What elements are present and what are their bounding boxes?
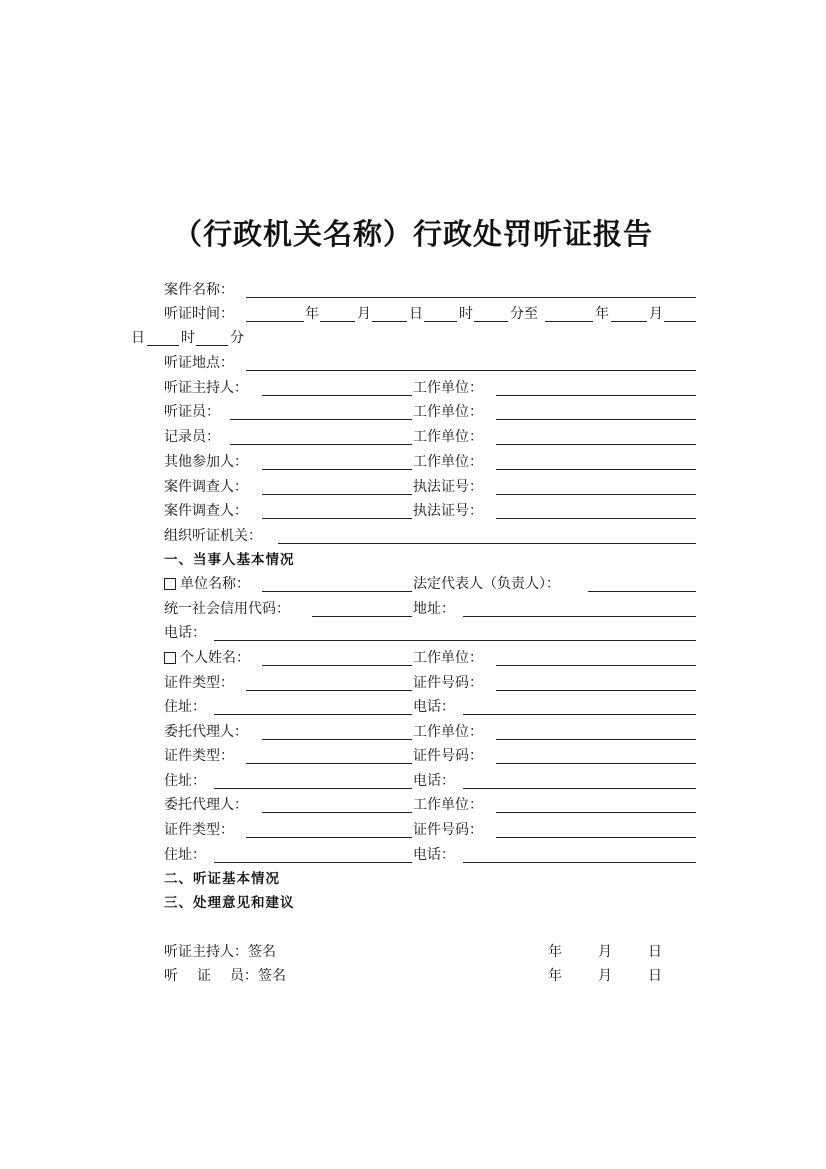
residence-field[interactable] <box>214 788 412 789</box>
end-day-field[interactable] <box>664 321 696 322</box>
host-row <box>164 376 696 400</box>
recorder-label: 记录员： <box>164 429 220 445</box>
credit-code-row <box>164 597 696 621</box>
id-type-field[interactable] <box>246 690 412 691</box>
end-year-unit: 年 <box>595 306 609 322</box>
host-sign-month: 月 <box>598 944 612 960</box>
host-sign-day: 日 <box>648 944 662 960</box>
phone-label: 电话： <box>413 699 455 715</box>
agent-label: 委托代理人： <box>164 797 248 813</box>
phone-field[interactable] <box>463 862 696 863</box>
agent-field[interactable] <box>262 812 412 813</box>
enforcement-id-label: 执法证号： <box>413 479 483 495</box>
enforcement-id-field[interactable] <box>496 518 696 519</box>
person-id-row <box>164 671 696 695</box>
section-hearing-title: 二、听证基本情况 <box>164 871 280 887</box>
officer-row <box>164 400 696 424</box>
phone-label: 电话： <box>413 847 455 863</box>
other-participant-work-unit-label: 工作单位： <box>413 454 483 470</box>
officer-signature-char-1: 听 <box>164 968 178 984</box>
agent-row-1 <box>164 720 696 744</box>
page-title: （行政机关名称）行政处罚听证报告 <box>172 217 653 251</box>
hearing-place-field[interactable] <box>246 370 696 371</box>
person-checkbox[interactable] <box>164 652 176 664</box>
section-hearing-heading <box>164 867 696 891</box>
officer-signature-row <box>164 964 696 988</box>
phone-field[interactable] <box>463 714 696 715</box>
section-party-heading <box>164 548 696 572</box>
phone-field[interactable] <box>463 788 696 789</box>
agent-row-2 <box>164 793 696 817</box>
hearing-place-row <box>164 351 696 375</box>
end-hour-field[interactable] <box>147 345 179 346</box>
investigator-label: 案件调查人： <box>164 503 248 519</box>
phone-label: 电话： <box>413 773 455 789</box>
recorder-work-unit-field[interactable] <box>496 444 696 445</box>
organizer-row <box>164 524 696 548</box>
agent-work-unit-field[interactable] <box>496 812 696 813</box>
id-type-label: 证件类型： <box>164 748 234 764</box>
hearing-place-label: 听证地点： <box>164 355 234 371</box>
agent-work-unit-label: 工作单位： <box>413 724 483 740</box>
residence-label: 住址： <box>164 699 206 715</box>
officer-label: 听证员： <box>164 404 220 420</box>
person-work-unit-field[interactable] <box>496 665 696 666</box>
agent-residence-row-2 <box>164 843 696 867</box>
other-participant-field[interactable] <box>262 469 412 470</box>
other-participant-row <box>164 450 696 474</box>
id-type-label: 证件类型： <box>164 675 234 691</box>
id-number-label: 证件号码： <box>413 675 483 691</box>
id-number-label: 证件号码： <box>413 822 483 838</box>
hearing-time-row <box>164 302 696 326</box>
organizer-label: 组织听证机关： <box>164 528 262 544</box>
recorder-row <box>164 425 696 449</box>
agent-residence-row-1 <box>164 769 696 793</box>
agent-field[interactable] <box>262 739 412 740</box>
residence-label: 住址： <box>164 773 206 789</box>
start-day-field[interactable] <box>372 321 407 322</box>
other-participant-work-unit-field[interactable] <box>496 469 696 470</box>
investigator-row-1 <box>164 475 696 499</box>
officer-signature-char-2: 证 <box>197 968 211 984</box>
person-residence-row <box>164 695 696 719</box>
officer-work-unit-label: 工作单位： <box>413 404 483 420</box>
residence-field[interactable] <box>214 714 412 715</box>
id-number-field[interactable] <box>496 763 696 764</box>
officer-sign-day: 日 <box>648 968 662 984</box>
host-field[interactable] <box>262 395 412 396</box>
unit-phone-field[interactable] <box>214 640 696 641</box>
start-month-field[interactable] <box>320 321 355 322</box>
host-signature-label: 听证主持人：签名 <box>164 944 276 960</box>
case-name-field[interactable] <box>246 297 696 298</box>
case-name-label: 案件名称： <box>164 282 234 298</box>
unit-name-label: 单位名称： <box>180 576 250 592</box>
hearing-time-row-2 <box>131 326 271 350</box>
host-signature-row <box>164 940 696 964</box>
enforcement-id-field[interactable] <box>496 494 696 495</box>
recorder-work-unit-label: 工作单位： <box>413 429 483 445</box>
start-hour-field[interactable] <box>424 321 457 322</box>
section-opinion-heading <box>164 891 696 915</box>
unit-address-field[interactable] <box>463 616 696 617</box>
legal-rep-field[interactable] <box>588 591 696 592</box>
officer-sign-month: 月 <box>598 968 612 984</box>
case-name-row <box>164 278 696 302</box>
start-year-unit: 年 <box>305 306 319 322</box>
section-party-title: 一、当事人基本情况 <box>164 552 295 568</box>
investigator-field[interactable] <box>262 518 412 519</box>
end-month-field[interactable] <box>611 321 647 322</box>
agent-work-unit-field[interactable] <box>496 739 696 740</box>
enforcement-id-label: 执法证号： <box>413 503 483 519</box>
start-year-field[interactable] <box>246 321 304 322</box>
start-month-unit: 月 <box>357 306 371 322</box>
end-day-unit: 日 <box>131 330 145 346</box>
host-sign-year: 年 <box>548 944 562 960</box>
start-hour-unit: 时 <box>459 306 473 322</box>
id-type-field[interactable] <box>246 837 412 838</box>
organizer-field[interactable] <box>278 543 696 544</box>
legal-rep-label: 法定代表人（负责人）： <box>413 576 560 592</box>
person-name-field[interactable] <box>262 665 412 666</box>
agent-id-row-1 <box>164 744 696 768</box>
end-year-field[interactable] <box>545 321 593 322</box>
officer-signature-label: 员：签名 <box>230 968 286 984</box>
credit-code-field[interactable] <box>312 616 412 617</box>
end-minute-field[interactable] <box>196 345 228 346</box>
agent-label: 委托代理人： <box>164 724 248 740</box>
id-number-field[interactable] <box>496 690 696 691</box>
person-work-unit-label: 工作单位： <box>413 650 483 666</box>
id-number-label: 证件号码： <box>413 748 483 764</box>
host-work-unit-label: 工作单位： <box>413 380 483 396</box>
unit-checkbox[interactable] <box>164 578 176 590</box>
host-work-unit-field[interactable] <box>496 395 696 396</box>
credit-code-label: 统一社会信用代码： <box>164 601 290 617</box>
officer-field[interactable] <box>230 419 412 420</box>
investigator-field[interactable] <box>262 494 412 495</box>
unit-name-field[interactable] <box>262 591 412 592</box>
unit-phone-row <box>164 621 696 645</box>
end-minute-unit: 分 <box>230 330 244 346</box>
officer-sign-year: 年 <box>548 968 562 984</box>
investigator-row-2 <box>164 499 696 523</box>
id-type-label: 证件类型： <box>164 822 234 838</box>
unit-phone-label: 电话： <box>164 625 206 641</box>
start-minute-to: 分至 <box>510 306 538 322</box>
agent-work-unit-label: 工作单位： <box>413 797 483 813</box>
residence-label: 住址： <box>164 847 206 863</box>
officer-work-unit-field[interactable] <box>496 419 696 420</box>
start-minute-field[interactable] <box>474 321 508 322</box>
id-number-field[interactable] <box>496 837 696 838</box>
other-participant-label: 其他参加人： <box>164 454 248 470</box>
end-hour-unit: 时 <box>181 330 195 346</box>
section-opinion-title: 三、处理意见和建议 <box>164 895 295 911</box>
end-month-unit: 月 <box>649 306 663 322</box>
investigator-label: 案件调查人： <box>164 479 248 495</box>
host-label: 听证主持人： <box>164 380 248 396</box>
id-type-field[interactable] <box>246 763 412 764</box>
recorder-field[interactable] <box>230 444 412 445</box>
start-day-unit: 日 <box>409 306 423 322</box>
person-name-row <box>164 646 696 670</box>
hearing-time-label: 听证时间： <box>164 306 234 322</box>
agent-id-row-2 <box>164 818 696 842</box>
person-name-label: 个人姓名： <box>180 650 250 666</box>
residence-field[interactable] <box>214 862 412 863</box>
unit-address-label: 地址： <box>413 601 455 617</box>
unit-name-row <box>164 572 696 596</box>
